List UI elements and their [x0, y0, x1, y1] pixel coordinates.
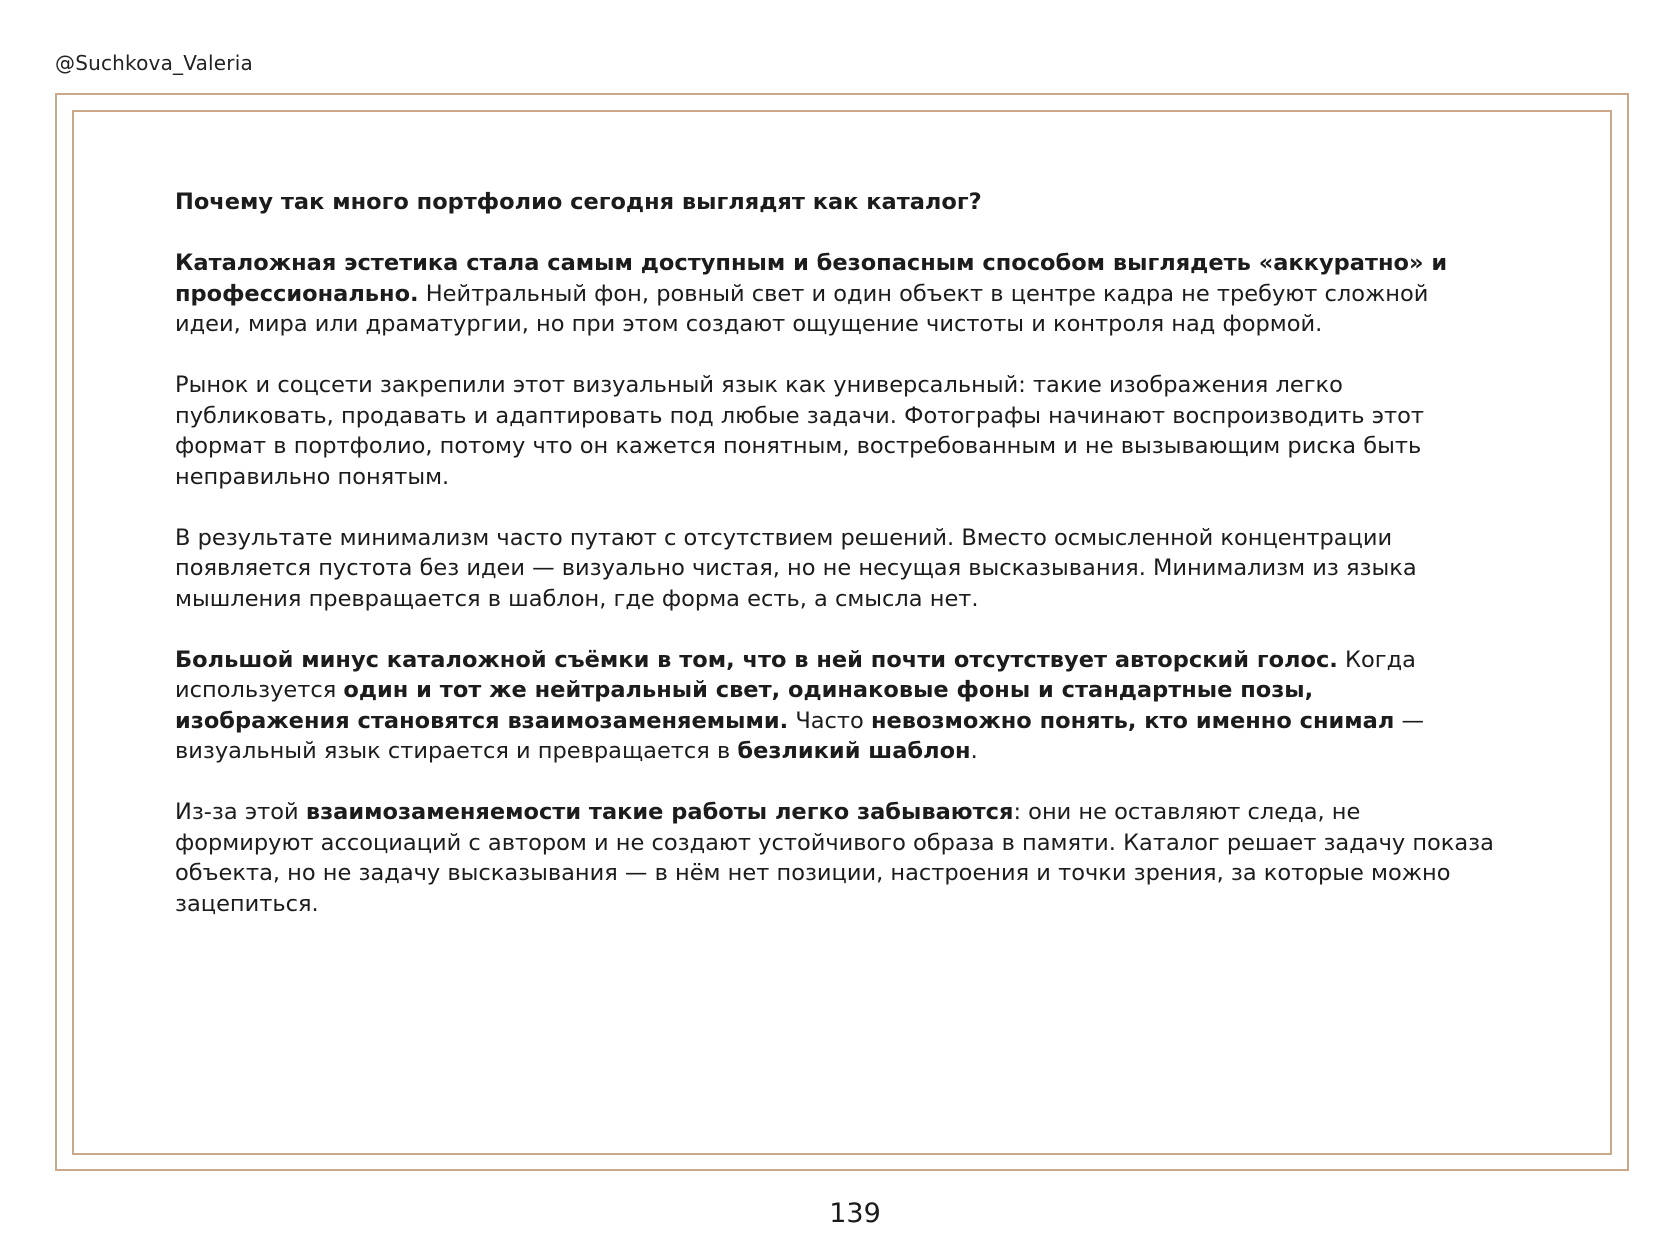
paragraph-1-bold: Каталожная эстетика стала самым доступным и безопасным способом выглядеть «аккуратно» и профессионально.: [175, 250, 1448, 307]
paragraph-3: В результате минимализм часто путают с отсутствием решений. Вместо осмысленной концентрации появляется пустота без идеи — визуально чистая, но не несущая высказывания. Минимализм из языка мышления превращается в шаблон, где форма есть, а смысла нет.: [175, 524, 1417, 612]
article-heading: Почему так много портфолио сегодня выглядят как каталог?: [175, 189, 982, 215]
paragraph-4-text-3: — визуальный язык стирается и превращается в: [175, 707, 1424, 764]
paragraph-4-bold-2: один и тот же нейтральный свет, одинаковые фоны и стандартные позы, изображения становятся взаимозаменяемыми.: [175, 677, 1314, 734]
paragraph-1: [175, 248, 1495, 340]
paragraph-5-bold-1: взаимозаменяемости такие работы легко забываются: [305, 799, 1014, 825]
paragraph-5-text-2: : они не оставляют следа, не формируют ассоциаций с автором и не создают устойчивого образа в памяти. Каталог решает задачу показа объекта, но не задачу высказывания — в нём нет позиции, настроения и точки зрения, за которые можно зацепиться.: [175, 799, 1494, 917]
paragraph-1-text: Нейтральный фон, ровный свет и один объект в центре кадра не требуют сложной идеи, мира или драматургии, но при этом создают ощущение чистоты и контроля над формой.: [175, 280, 1429, 337]
paragraph-4-bold-3: невозможно понять, кто именно снимал: [870, 707, 1395, 734]
paragraph-4: [175, 645, 1495, 767]
paragraph-5-text-1: Из-за этой: [175, 799, 306, 825]
page-number: 139: [829, 1198, 881, 1229]
article-body: [175, 187, 1495, 950]
paragraph-5: [175, 797, 1495, 919]
paragraph-4-bold-1: Большой минус каталожной съёмки в том, что в ней почти отсутствует авторский голос.: [175, 646, 1338, 673]
paragraph-2: Рынок и соцсети закрепили этот визуальный язык как универсальный: такие изображения легко публиковать, продавать и адаптировать под любые задачи. Фотографы начинают воспроизводить этот формат в портфолио, потому что он кажется понятным, востребованным и не вызывающим риска быть неправильно понятым.: [175, 372, 1425, 490]
paragraph-4-bold-4: безликий шаблон: [737, 738, 971, 764]
paragraph-4-text-4: .: [970, 738, 978, 764]
paragraph-4-text-2: Часто: [788, 707, 871, 734]
author-handle: @Suchkova_Valeria: [55, 51, 253, 75]
paragraph-4-text-1: Когда используется: [175, 646, 1416, 703]
